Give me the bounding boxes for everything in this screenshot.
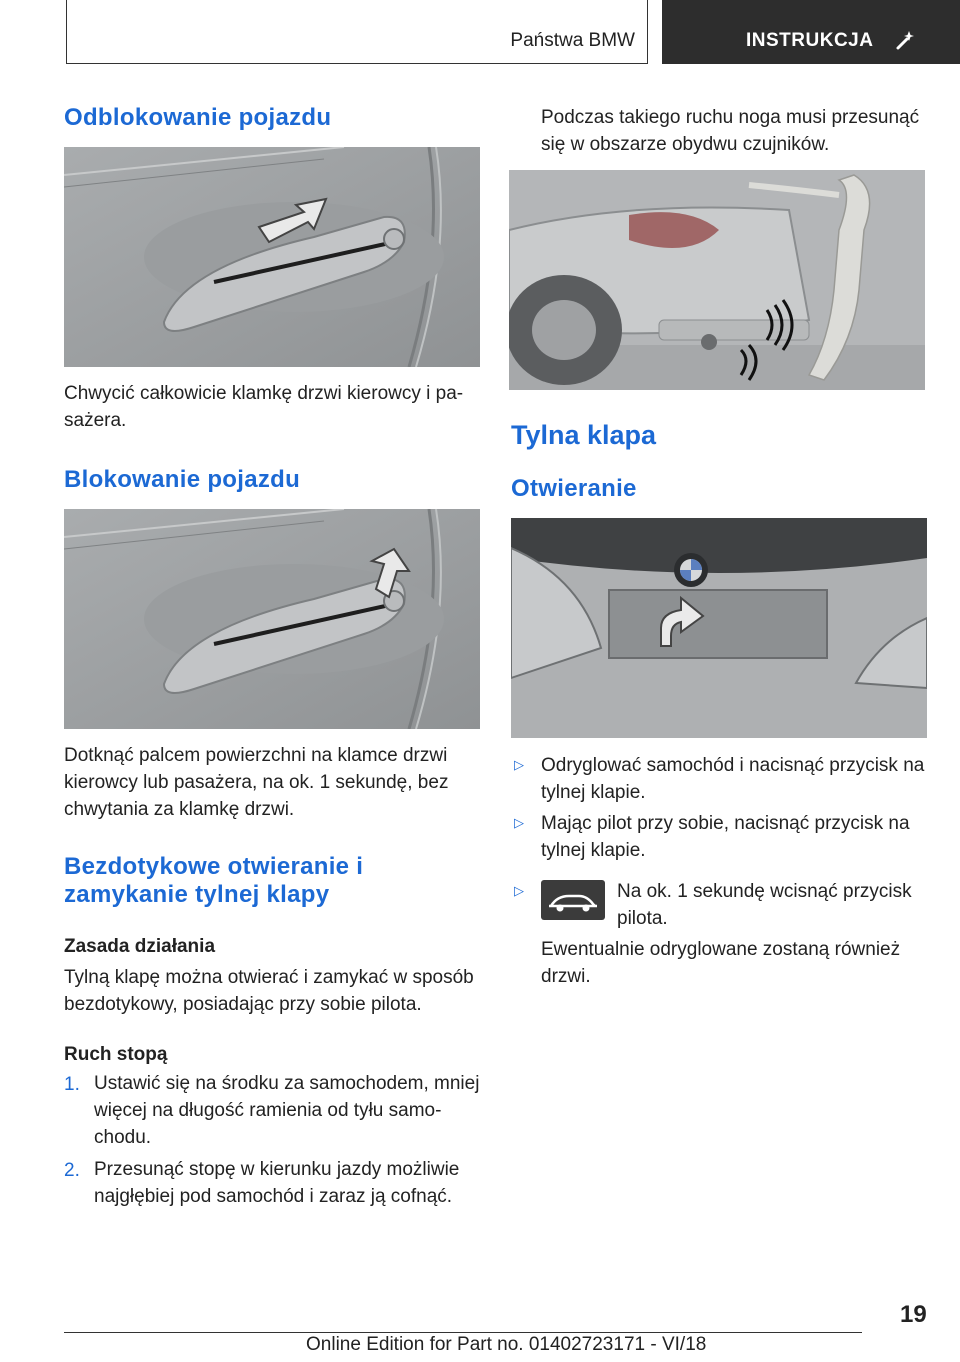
step-1-line1: Ustawić się na środku za samochodem, mniej — [94, 1073, 480, 1094]
text-movement-line2: się w obszarze obydwu czujników. — [541, 134, 830, 155]
heading-foot-movement: Ruch stopą — [64, 1044, 168, 1065]
bullet-1-line1: Odryglować samochód i nacisnąć przycisk na — [541, 755, 925, 776]
bullet-3-line2: pilota. — [617, 908, 668, 929]
heading-opening: Otwieranie — [511, 475, 637, 502]
bullet-arrow-icon: ▷ — [514, 883, 524, 898]
tailgate-button-image — [511, 518, 927, 738]
heading-contactless-line1: Bezdotykowe otwieranie i — [64, 853, 364, 880]
text-lock-line3: chwytania za klamkę drzwi. — [64, 799, 295, 820]
heading-contactless-line2: zamykanie tylnej klapy — [64, 881, 330, 908]
text-unlock-line2: sażera. — [64, 410, 127, 431]
bullet-1-line2: tylnej klapie. — [541, 782, 646, 803]
text-principle-line1: Tylną klapę można otwierać i zamykać w sposób — [64, 967, 474, 988]
heading-principle: Zasada działania — [64, 936, 216, 957]
footer-divider — [64, 1332, 862, 1333]
text-lock-line2: kierowcy lub pasażera, na ok. 1 sekundę, bez — [64, 772, 449, 793]
text-movement-line1: Podczas takiego ruchu noga musi przesunąć — [541, 107, 920, 128]
text-also-line2: drzwi. — [541, 966, 591, 987]
text-also-line1: Ewentualnie odryglowane zostaną również — [541, 939, 901, 960]
header-tab-owner[interactable] — [66, 0, 648, 64]
door-handle-unlock-image — [64, 147, 480, 367]
step-2-line1: Przesunąć stopę w kierunku jazdy możliwie — [94, 1159, 460, 1180]
text-lock-line1: Dotknąć palcem powierzchni na klamce drzwi — [64, 745, 448, 766]
step-2-line2: najgłębiej pod samochód i zaraz ją cofnąć. — [94, 1186, 453, 1207]
heading-lock: Blokowanie pojazdu — [64, 466, 301, 493]
door-handle-lock-image — [64, 509, 480, 729]
bullet-arrow-icon: ▷ — [514, 757, 524, 772]
bullet-3-line1: Na ok. 1 sekundę wcisnąć przycisk — [617, 881, 912, 902]
header-tab-instructions-label: INSTRUKCJA — [746, 30, 874, 51]
bullet-2-line1: Mając pilot przy sobie, nacisnąć przycisk na — [541, 813, 910, 834]
bullet-arrow-icon: ▷ — [514, 815, 524, 830]
car-key-icon — [541, 880, 605, 920]
footer-edition: Online Edition for Part no. 01402723171 - VI/18 — [306, 1334, 707, 1355]
foot-sensor-image — [509, 170, 925, 390]
step-number: 2. — [64, 1160, 80, 1181]
header-tab-owner-label: Państwa BMW — [510, 30, 635, 51]
header-tab-instructions[interactable] — [662, 0, 960, 64]
step-number: 1. — [64, 1074, 80, 1095]
bullet-2-line2: tylnej klapie. — [541, 840, 646, 861]
page-number: 19 — [900, 1301, 927, 1328]
heading-tailgate: Tylna klapa — [511, 420, 657, 450]
text-principle-line2: bezdotykowy, posiadając przy sobie pilota. — [64, 994, 422, 1015]
heading-unlock: Odblokowanie pojazdu — [64, 104, 332, 131]
step-1-line3: chodu. — [94, 1127, 152, 1148]
step-1-line2: więcej na długość ramienia od tyłu samo‐ — [94, 1100, 442, 1121]
magic-wand-icon — [892, 28, 918, 54]
text-unlock-line1: Chwycić całkowicie klamkę drzwi kierowcy i pa‐ — [64, 383, 464, 404]
